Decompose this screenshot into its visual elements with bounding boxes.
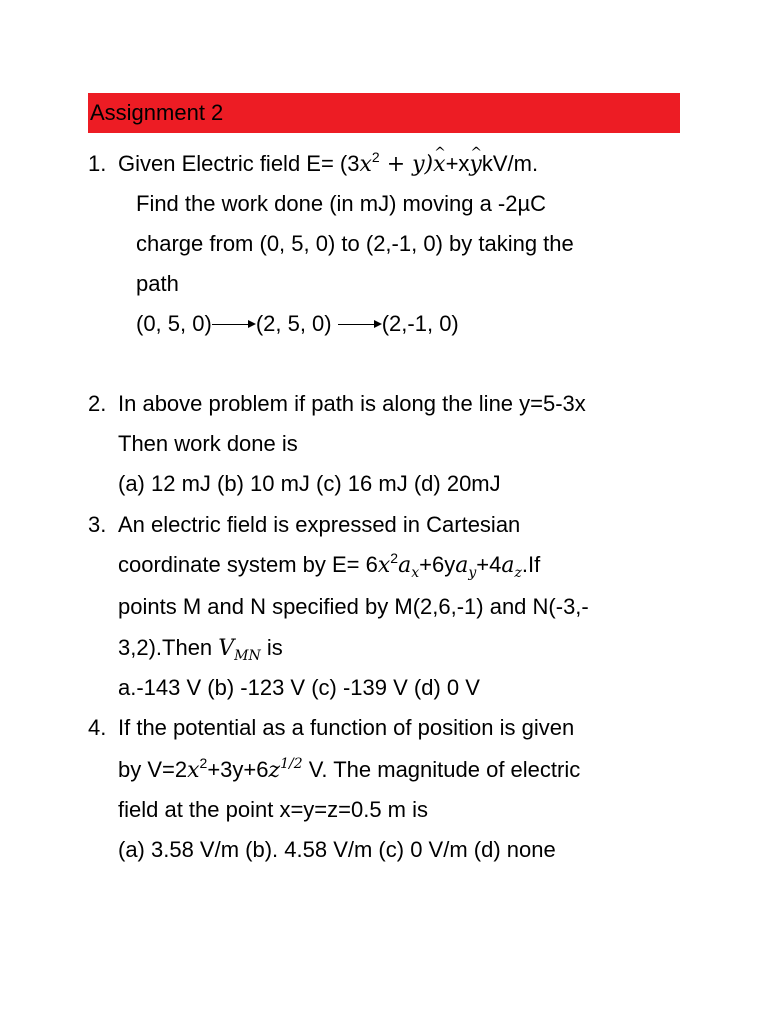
question-line: Then work done is [118,431,298,456]
path-line: (0, 5, 0) (2, 5, 0) (2,-1, 0) [136,311,459,336]
question-number: 2. [88,391,107,416]
question-line: points M and N specified by M(2,6,-1) and N(-3,- [118,594,589,619]
right-arrow-icon [338,319,382,331]
question-line: An electric field is expressed in Cartesian [118,512,521,537]
question-line: field at the point x=y=z=0.5 m is [118,797,429,822]
question-number: 4. [88,715,107,740]
right-arrow-icon [212,319,256,331]
question-line: path [136,271,179,296]
question-number: 3. [88,512,107,537]
question-line: Find the work done (in mJ) moving a -2µC [136,191,547,216]
question-line: charge from (0, 5, 0) to (2,-1, 0) by taking the [136,231,574,256]
question-line: Given Electric field $E= (3x^2 + y)x$ ^+xy ^kV/m. [118,144,538,184]
question-number: 1. [88,151,107,176]
question-line: 3,2).Then $V_{MN}$ is [118,635,283,664]
assignment-title: Assignment 2 [88,93,680,133]
answer-options: a.-143 V (b) -123 V (c) -139 V (d) 0 V [118,675,480,700]
question-line: If the potential as a function of position is given [118,715,575,740]
question-line: coordinate system by $E= 6x^2a_x+6ya_y+4a_z.If$ [118,550,541,581]
answer-options: (a) 3.58 V/m (b). 4.58 V/m (c) 0 V/m (d) none [118,837,556,862]
question-line: In above problem if path is along the line y=5-3x [118,391,586,416]
answer-options: (a) 12 mJ (b) 10 mJ (c) 16 mJ (d) 20mJ [118,471,501,496]
question-line: by $V=2x^2+3y+6z^{1/2}$ V. The magnitude of electric [118,755,581,783]
